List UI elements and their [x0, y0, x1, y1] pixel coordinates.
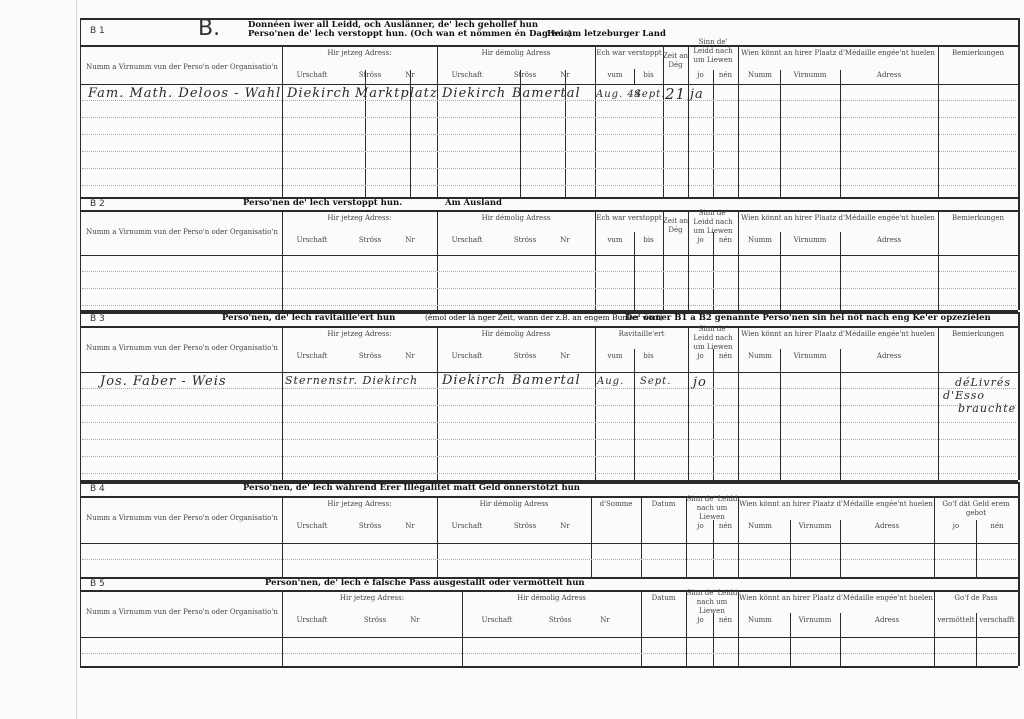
column-header: Numm a Virnumm vun der Perso'n oder Organisatio'n [86, 228, 278, 236]
entry-remarks[interactable]: déLivrés [955, 376, 1012, 389]
rule-line [80, 496, 1018, 498]
section-title: Donnéen iwer all Leidd, och Auslänner, de' lech gehollef hun [248, 20, 539, 30]
entry-to[interactable]: Sept. [634, 89, 666, 100]
column-header: Datum [651, 500, 676, 508]
column-header: Wien könnt an hirer Plaatz d'Médaille engée'nt huelen [741, 49, 935, 57]
rule-line [80, 543, 1018, 544]
column-header: Hir démolig Adress [481, 330, 551, 338]
column-subheader: Ströss [363, 616, 387, 624]
column-subheader: Urschaft [296, 522, 328, 530]
column-header: Hir jetzeg Adress: [327, 500, 392, 508]
entry-days[interactable]: 21 [665, 85, 687, 103]
column-subheader: Virnumm [798, 522, 832, 530]
rule-line [80, 590, 1018, 592]
column-header: Bemierkungen [951, 330, 1005, 338]
column-subheader: Urschaft [451, 352, 483, 360]
entry-alive-yes[interactable]: ja [690, 87, 704, 102]
rule-line [738, 45, 739, 197]
section-title-note: (émol oder lä nger Zeit, wann der z.B. an engem Bunker wort) [425, 313, 663, 322]
column-header: Go'f dät Geld erem gebot [942, 500, 1010, 517]
entry-current-place[interactable]: Diekirch [287, 86, 352, 101]
column-subheader: Nr [405, 522, 415, 530]
column-subheader: vum [607, 71, 623, 79]
column-subheader: vum [607, 352, 623, 360]
column-header: Hir jetzeg Adress: [327, 49, 392, 57]
entry-current-address[interactable]: Sternenstr. Diekirch [285, 374, 419, 387]
section-title: Perso'nen, de' lech ravitaille'ert hun [222, 313, 396, 323]
column-subheader: verschafft [979, 616, 1015, 624]
ruling-dotted [82, 117, 1016, 118]
rule-line [738, 210, 739, 310]
rule-line [938, 210, 939, 310]
section-subtitle: Hei am letzeburger Land [547, 29, 666, 39]
rule-line [595, 45, 596, 197]
column-subheader: Ströss [358, 352, 382, 360]
column-subheader: Ströss [358, 236, 382, 244]
column-subheader: Numm [748, 522, 772, 530]
column-header: Hir démolig Adress [481, 49, 551, 57]
column-header: Hir jetzeg Adress: [327, 330, 392, 338]
rule-line [282, 45, 283, 197]
column-header: Sinn de' Leidd nach um Liewen [693, 38, 733, 64]
rule-line [1018, 197, 1020, 310]
section-id: B 3 [90, 314, 105, 324]
column-header: Zeit an Dég [663, 52, 688, 69]
column-header: Ech war verstoppt [596, 49, 662, 57]
column-subheader: Nr [405, 352, 415, 360]
section-title: Person'nen, de' lech é falsche Pass ausgestallt oder vermöttelt hun [265, 578, 585, 588]
rule-line [80, 255, 1018, 256]
column-header: Hir jetzeg Adress: [327, 214, 392, 222]
section-title: Perso'nen, de' lech während Erer Illégalitét matt Geld önnerstötzt hun [243, 483, 580, 493]
rule-line [437, 210, 438, 310]
rule-line [80, 45, 1018, 47]
section-id: B 1 [90, 26, 105, 36]
column-subheader: Adress [876, 71, 902, 79]
rule-line [1018, 482, 1020, 577]
rule-line [80, 326, 1018, 328]
column-subheader: Numm [748, 616, 772, 624]
column-subheader: jo [697, 522, 704, 530]
column-header: Wien könnt an hirer Plaatz d'Médaille engée'nt huelen [739, 594, 933, 602]
column-header: Hir démolig Adress [517, 594, 586, 602]
rule-line [80, 84, 1018, 85]
rule-line [713, 349, 714, 480]
ruling-dotted [82, 134, 1016, 135]
column-header: Bemierkungen [951, 214, 1005, 222]
column-subheader: Nr [560, 236, 570, 244]
column-subheader: Urschaft [451, 522, 483, 530]
entry-from[interactable]: Aug. [597, 376, 625, 387]
column-subheader: Urschaft [296, 236, 328, 244]
column-header: Wien könnt an hirer Plaatz d'Médaille engée'nt huelen [741, 330, 935, 338]
rule-line [80, 577, 81, 666]
column-subheader: Nr [410, 616, 420, 624]
column-subheader: Urschaft [481, 616, 513, 624]
rule-line [80, 482, 81, 577]
section-id: B 2 [90, 199, 105, 209]
rule-line [1018, 312, 1020, 480]
column-header: Go'f de Pass [954, 594, 998, 602]
entry-name[interactable]: Jos. Faber - Weis [100, 374, 227, 389]
column-header: Sinn de' Leidd nach um Liewen [693, 209, 733, 235]
column-header: Sinn de' Leidd nach um Liewen [686, 589, 738, 615]
column-subheader: jo [697, 71, 704, 79]
page-edge [76, 0, 77, 719]
ruling-dotted [82, 151, 1016, 152]
column-header: Sinn de' Leidd nach um Liewen [693, 325, 733, 351]
column-header: Wien könnt an hirer Plaatz d'Médaille engée'nt huelen [739, 500, 933, 508]
column-subheader: vermöttelt [937, 616, 975, 624]
column-subheader: Urschaft [451, 236, 483, 244]
column-subheader: vum [607, 236, 623, 244]
column-header: Numm a Virnumm vun der Perso'n oder Organisatio'n [86, 514, 278, 522]
section-title-extra: De' önner B1 a B2 genannte Perso'nen sin hei nöt nach eng Ke'er opzeziélen [625, 313, 991, 323]
column-subheader: Urschaft [296, 352, 328, 360]
section-id: B 4 [90, 484, 105, 494]
rule-line [80, 197, 81, 310]
column-header: Numm a Virnumm vun der Perso'n oder Organisatio'n [86, 608, 278, 616]
rule-line [840, 349, 841, 480]
column-subheader: Numm [748, 71, 772, 79]
rule-line [780, 349, 781, 480]
rule-line [1018, 18, 1020, 197]
column-header: Numm a Virnumm vun der Perso'n oder Organisatio'n [86, 344, 278, 352]
entry-current-street[interactable]: Marktplatz [355, 86, 438, 101]
column-subheader: Ströss [513, 236, 537, 244]
entry-name[interactable]: Fam. Math. Deloos - Wahl [88, 86, 282, 101]
column-subheader: nén [718, 522, 733, 530]
rule-line [80, 637, 1018, 638]
column-subheader: nén [718, 352, 733, 360]
column-subheader: Ströss [358, 71, 382, 79]
ruling-dotted [82, 405, 1016, 406]
column-subheader: nén [718, 71, 733, 79]
column-header: Ech war verstoppt [596, 214, 662, 222]
section-title: Perso'nen de' lech verstoppt hun. (Och wan et nömmen én Dag wor) [248, 29, 573, 39]
entry-remarks[interactable]: brauchte [958, 402, 1017, 415]
rule-line [80, 18, 1018, 20]
column-subheader: Nr [405, 236, 415, 244]
column-header: Bemierkungen [951, 49, 1005, 57]
column-header: Wien könnt an hirer Plaatz d'Médaille engée'nt huelen [741, 214, 935, 222]
rule-line [688, 45, 689, 197]
rule-line [595, 210, 596, 310]
column-subheader: Nr [560, 352, 570, 360]
ruling-dotted [82, 185, 1016, 186]
column-subheader: Nr [560, 71, 570, 79]
ruling-dotted [82, 456, 1016, 457]
ruling-dotted [82, 305, 1016, 306]
section-subtitle: Am Ausland [445, 198, 502, 208]
ruling-dotted [82, 439, 1016, 440]
column-header: d'Somme [599, 500, 633, 508]
rule-line [80, 210, 1018, 212]
column-header: Hir démolig Adress [481, 214, 551, 222]
column-subheader: Ströss [513, 352, 537, 360]
column-subheader: nén [990, 522, 1004, 530]
column-subheader: jo [697, 236, 704, 244]
entry-to[interactable]: Sept. [640, 376, 672, 387]
column-header: Datum [651, 594, 676, 602]
column-subheader: Urschaft [451, 71, 483, 79]
ruling-dotted [82, 653, 1016, 654]
ruling-dotted [82, 288, 1016, 289]
ruling-dotted [82, 271, 1016, 272]
ruling-dotted [82, 559, 1016, 560]
entry-alive-yes[interactable]: jo [693, 375, 707, 390]
ruling-dotted [82, 473, 1016, 474]
section-id: B 5 [90, 579, 105, 589]
column-subheader: jo [697, 352, 704, 360]
column-subheader: jo [697, 616, 704, 624]
entry-former-street[interactable]: Bamertal [512, 373, 581, 388]
entry-former-place[interactable]: Diekirch [442, 373, 507, 388]
entry-former-street[interactable]: Bamertal [512, 86, 581, 101]
column-subheader: Urschaft [296, 71, 328, 79]
rule-line [1018, 577, 1020, 666]
section-letter: B. [198, 16, 221, 41]
column-subheader: jo [952, 522, 960, 530]
column-header: Sinn de' Leidd nach um Liewen [686, 495, 738, 521]
column-subheader: Numm [748, 352, 772, 360]
ruling-dotted [82, 422, 1016, 423]
entry-remarks[interactable]: d'Esso [943, 389, 986, 402]
column-subheader: Ströss [548, 616, 572, 624]
column-subheader: Nr [600, 616, 610, 624]
column-subheader: Virnumm [798, 616, 832, 624]
rule-line [634, 349, 635, 480]
rule-line [80, 666, 1018, 668]
column-subheader: Adress [874, 522, 900, 530]
section-title: Perso'nen de' lech verstoppt hun. [243, 198, 403, 208]
column-subheader: Nr [560, 522, 570, 530]
rule-line [938, 45, 939, 197]
column-subheader: nén [718, 236, 733, 244]
column-subheader: bis [643, 71, 654, 79]
rule-line [437, 45, 438, 197]
column-header: Hir jetzeg Adress: [339, 594, 405, 602]
column-subheader: Urschaft [296, 616, 328, 624]
ruling-dotted [82, 168, 1016, 169]
rule-line [282, 210, 283, 310]
column-subheader: Virnumm [793, 236, 827, 244]
column-header: Zeit an Dég [663, 217, 688, 234]
rule-line [80, 312, 81, 480]
entry-former-place[interactable]: Diekirch [442, 86, 507, 101]
column-subheader: Ströss [513, 522, 537, 530]
column-subheader: bis [643, 352, 654, 360]
column-subheader: Virnumm [793, 352, 827, 360]
column-subheader: Nr [405, 71, 415, 79]
column-header: Hir démolig Adress [479, 500, 549, 508]
column-subheader: Adress [876, 236, 902, 244]
column-header: Numm a Virnumm vun der Perso'n oder Organisatio'n [86, 63, 278, 71]
column-subheader: Adress [874, 616, 900, 624]
column-header: Ravitaille'ert [618, 330, 665, 338]
column-subheader: Virnumm [793, 71, 827, 79]
entry-from[interactable]: Aug. 44 [596, 89, 643, 100]
column-subheader: Ströss [358, 522, 382, 530]
column-subheader: nén [718, 616, 733, 624]
column-subheader: Numm [748, 236, 772, 244]
column-subheader: Adress [876, 352, 902, 360]
rule-line [80, 197, 1018, 199]
column-subheader: Ströss [513, 71, 537, 79]
column-subheader: bis [643, 236, 654, 244]
rule-line [80, 18, 81, 197]
